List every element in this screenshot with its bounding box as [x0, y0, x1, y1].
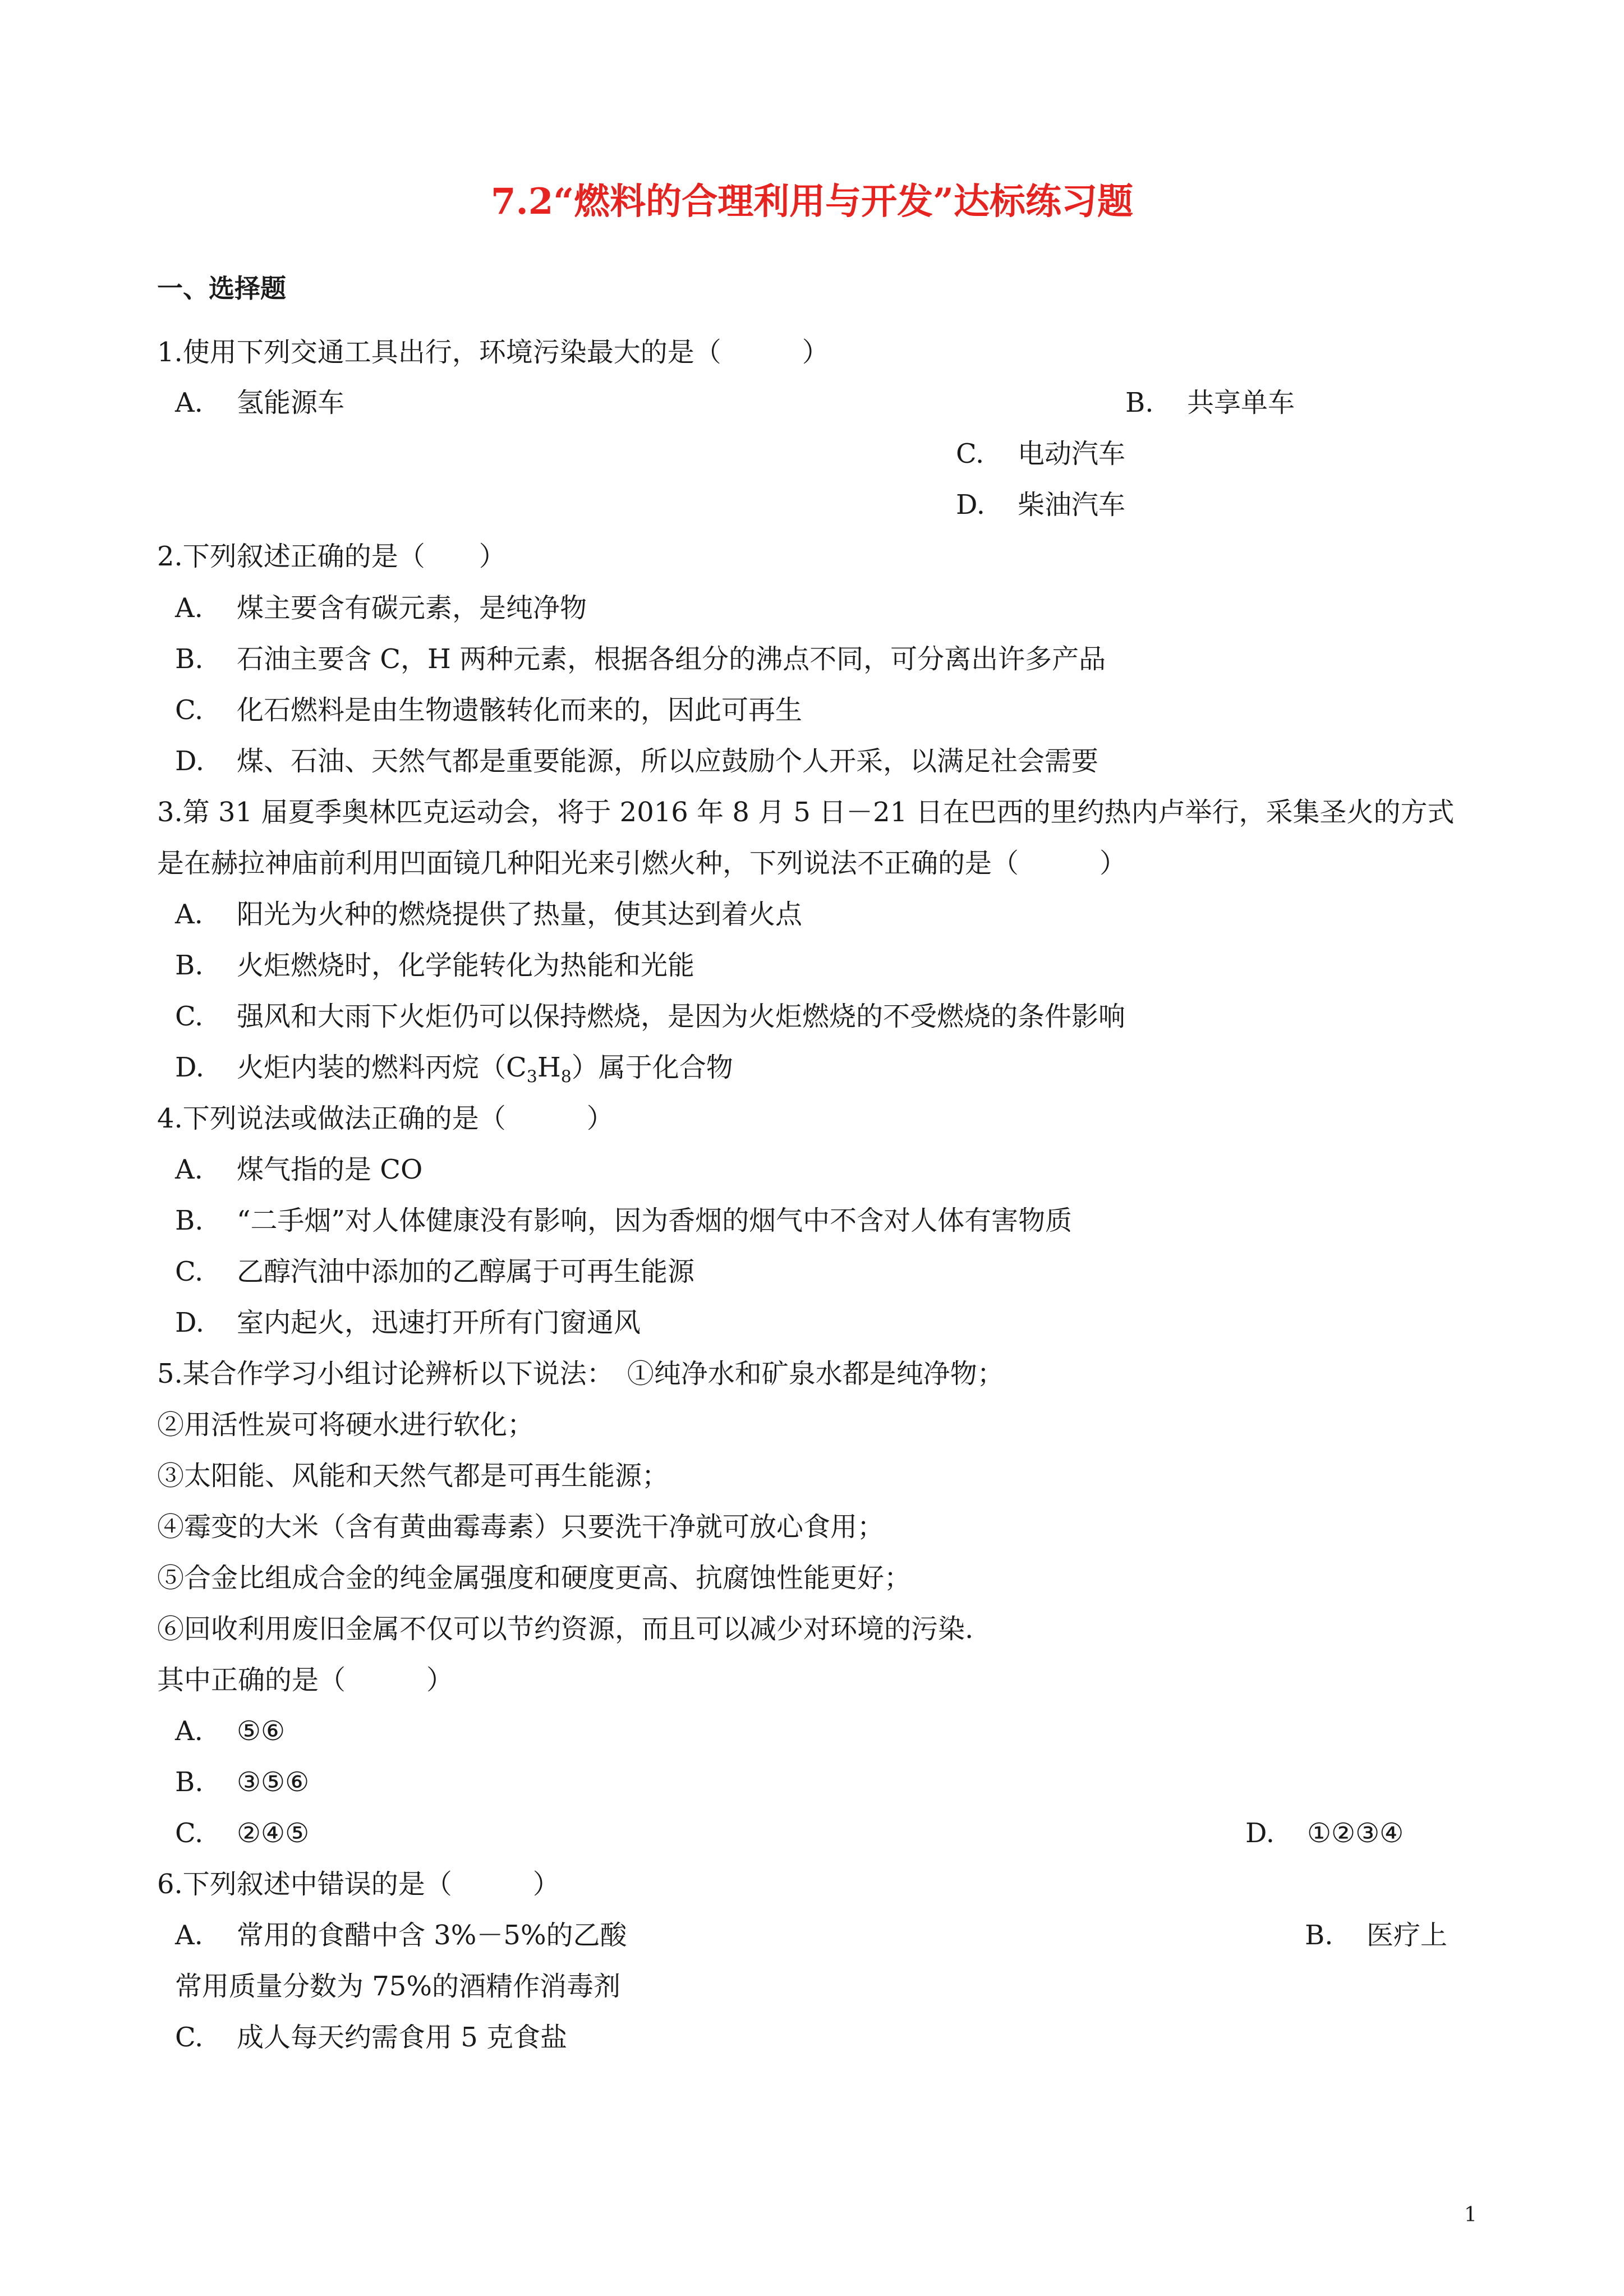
q5-option-d [1245, 1816, 1404, 1850]
q5-statement-3: ③太阳能、风能和天然气都是可再生能源； [157, 1460, 669, 1492]
option-letter: B. [175, 950, 204, 981]
option-letter: A. [175, 899, 203, 930]
option-letter: A. [175, 387, 203, 418]
q5-statement-4: ④霉变的大米（含有黄曲霉毒素）只要洗干净就可放心食用； [157, 1511, 885, 1543]
q3-option-c [175, 1000, 1125, 1033]
option-text: “二手烟”对人体健康没有影响，因为香烟的烟气中不含对人体有害物质 [237, 1205, 1073, 1236]
q2-option-c [175, 693, 802, 727]
page-title: 7.2“燃料的合理利用与开发”达标练习题 [491, 181, 1133, 223]
option-text: 电动汽车 [1018, 438, 1126, 470]
option-letter: C. [175, 1256, 204, 1287]
page-number: 1 [1464, 2203, 1477, 2226]
option-text: ②④⑤ [237, 1818, 310, 1849]
question-5-stem: 5.某合作学习小组讨论辨析以下说法： ①纯净水和矿泉水都是纯净物； [157, 1358, 1004, 1389]
option-letter: D. [175, 746, 205, 777]
option-text: 常用的食醋中含 3%－5%的乙酸 [237, 1920, 627, 1951]
formula-element: H [537, 1052, 561, 1083]
option-letter: D. [1245, 1818, 1275, 1849]
option-text: 火炬燃烧时，化学能转化为热能和光能 [237, 950, 695, 981]
question-3-stem-line-1: 3.第 31 届夏季奥林匹克运动会，将于 2016 年 8 月 5 日－21 日在巴西的里约热内卢举行，采集圣火的方式 [157, 797, 1455, 828]
option-letter: C. [175, 1001, 204, 1032]
q4-option-c [175, 1255, 694, 1289]
option-text: 共享单车 [1187, 387, 1295, 418]
option-text: 成人每天约需食用 5 克食盐 [237, 2022, 568, 2053]
q2-option-d [175, 744, 1098, 778]
option-letter: B. [175, 643, 204, 675]
q1-option-b [1125, 386, 1295, 420]
option-text: 石油主要含 C，H 两种元素，根据各组分的沸点不同，可分离出许多产品 [237, 643, 1106, 675]
option-letter: B. [1125, 387, 1154, 418]
option-text: ⑤⑥ [237, 1715, 286, 1747]
option-text: 乙醇汽油中添加的乙醇属于可再生能源 [237, 1256, 695, 1287]
option-text-after: ）属于化合物 [571, 1052, 733, 1083]
option-text: 氢能源车 [237, 387, 345, 418]
option-text: 阳光为火种的燃烧提供了热量，使其达到着火点 [237, 899, 803, 930]
q6-option-c [175, 2021, 567, 2054]
q4-option-a [175, 1153, 422, 1186]
option-text: ③⑤⑥ [237, 1766, 310, 1798]
option-letter: C. [175, 2022, 204, 2053]
q4-option-d [175, 1306, 641, 1340]
option-text: ①②③④ [1307, 1818, 1404, 1849]
q6-option-b [1305, 1918, 1447, 1952]
subscript: 8 [560, 1067, 572, 1087]
option-text: 室内起火，迅速打开所有门窗通风 [237, 1307, 641, 1338]
option-text: 煤主要含有碳元素，是纯净物 [237, 592, 587, 624]
option-text: 化石燃料是由生物遗骸转化而来的，因此可再生 [237, 694, 803, 726]
question-1-stem: 1.使用下列交通工具出行，环境污染最大的是（ ） [157, 337, 829, 368]
q5-statement-5: ⑤合金比组成合金的纯金属强度和硬度更高、抗腐蚀性能更好； [157, 1562, 912, 1594]
option-letter: A. [175, 1920, 203, 1951]
option-letter: D. [175, 1052, 205, 1083]
q6-option-b-continued: 常用质量分数为 75%的酒精作消毒剂 [175, 1971, 620, 2002]
option-text-before: 火炬内装的燃料丙烷（C [237, 1052, 527, 1083]
question-3-stem-line-2: 是在赫拉神庙前利用凹面镜几种阳光来引燃火种，下列说法不正确的是（ ） [157, 848, 1127, 879]
option-letter: A. [175, 1154, 203, 1185]
q3-option-b [175, 949, 694, 982]
q5-option-c [175, 1816, 309, 1850]
q5-statement-6: ⑥回收利用废旧金属不仅可以节约资源，而且可以减少对环境的污染. [157, 1613, 974, 1645]
option-letter: B. [1305, 1920, 1333, 1951]
option-letter: D. [956, 489, 986, 521]
q2-option-b [175, 642, 1106, 676]
question-6-stem: 6.下列叙述中错误的是（ ） [157, 1869, 560, 1900]
q1-option-a [175, 386, 344, 420]
q5-option-a [175, 1714, 285, 1748]
option-text: 医疗上 [1367, 1920, 1448, 1951]
option-text: 煤、石油、天然气都是重要能源，所以应鼓励个人开采，以满足社会需要 [237, 746, 1099, 777]
option-letter: A. [175, 1715, 203, 1747]
subscript: 3 [526, 1067, 537, 1087]
q5-question: 其中正确的是（ ） [157, 1664, 454, 1696]
q5-statement-2: ②用活性炭可将硬水进行软化； [157, 1409, 535, 1441]
q3-option-a [175, 898, 802, 931]
q4-option-b [175, 1204, 1072, 1237]
option-letter: B. [175, 1205, 204, 1236]
option-letter: C. [175, 694, 204, 726]
q1-option-d [956, 488, 1125, 522]
question-4-stem: 4.下列说法或做法正确的是（ ） [157, 1103, 614, 1134]
question-2-stem: 2.下列叙述正确的是（ ） [157, 541, 506, 572]
option-letter: B. [175, 1766, 204, 1798]
option-letter: D. [175, 1307, 205, 1338]
option-text: 强风和大雨下火炬仍可以保持燃烧，是因为火炬燃烧的不受燃烧的条件影响 [237, 1001, 1126, 1032]
option-letter: C. [956, 438, 984, 470]
section-heading: 一、选择题 [157, 273, 286, 303]
q1-option-c [956, 437, 1125, 471]
q6-option-a [175, 1918, 627, 1952]
option-text: 柴油汽车 [1018, 489, 1126, 521]
q3-option-d [175, 1051, 733, 1094]
option-letter: C. [175, 1818, 204, 1849]
q2-option-a [175, 591, 587, 625]
option-letter: A. [175, 592, 203, 624]
option-text: 煤气指的是 CO [237, 1154, 423, 1185]
q5-option-b [175, 1765, 309, 1799]
